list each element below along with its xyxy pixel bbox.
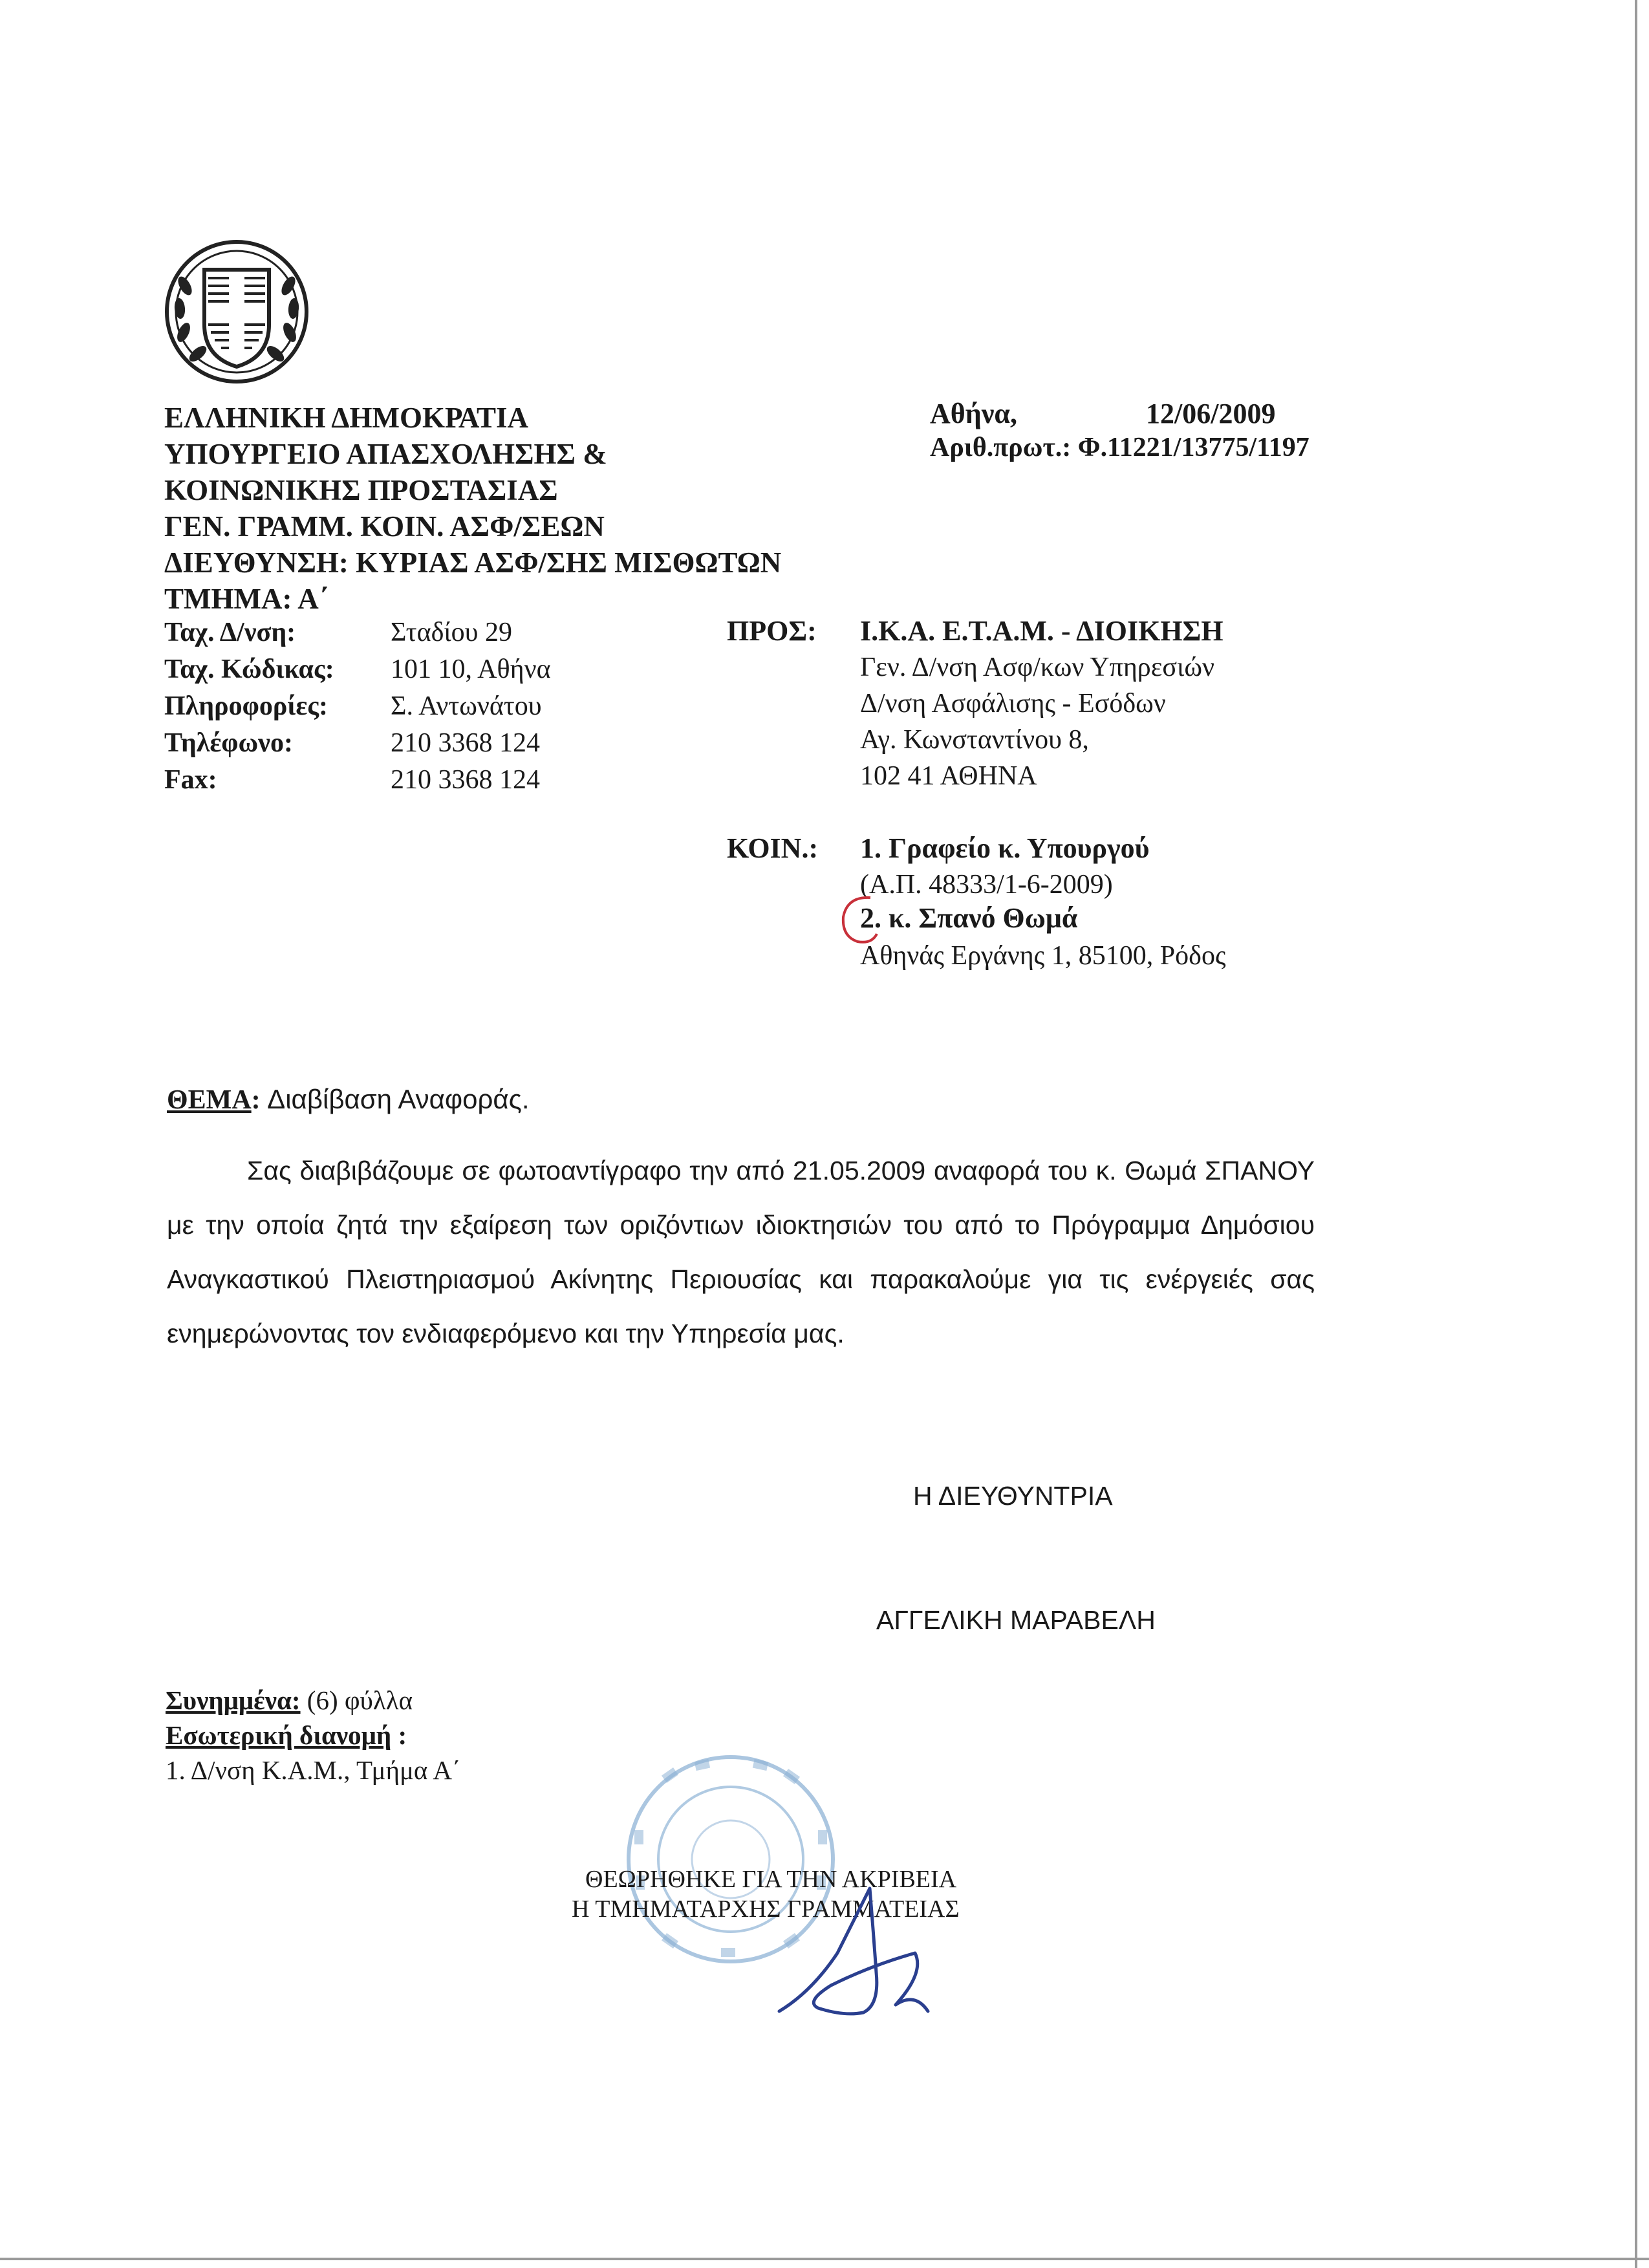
cc-label: ΚΟΙΝ.:: [727, 832, 819, 864]
attachments-value: (6) φύλλα: [307, 1685, 413, 1715]
red-circle-mark-icon: [838, 894, 885, 944]
contact-value: 210 3368 124: [391, 728, 540, 758]
header-line: ΤΜΗΜΑ: Α΄: [164, 583, 329, 615]
cc-item1-title: 1. Γραφείο κ. Υπουργού: [860, 832, 1150, 864]
attachments-label: Συνημμένα:: [166, 1685, 301, 1715]
contact-label: Τηλέφωνο:: [164, 728, 293, 758]
ministry-header: [164, 400, 781, 617]
contact-row: [164, 762, 551, 799]
contact-label: Fax:: [164, 765, 217, 795]
internal-distribution-label: Εσωτερική διανομή: [166, 1720, 392, 1750]
certification-line1: ΘΕΩΡΗΘΗΚΕ ΓΙΑ ΤΗΝ ΑΚΡΙΒΕΙΑ: [585, 1866, 957, 1893]
contact-label: Ταχ. Δ/νση:: [164, 618, 296, 647]
certification-line2: Η ΤΜΗΜΑΤΑΡΧΗΣ ΓΡΑΜΜΑΤΕΙΑΣ: [572, 1895, 960, 1923]
recipient-line: Δ/νση Ασφάλισης - Εσόδων: [860, 689, 1166, 718]
scan-edge-right: [1635, 0, 1637, 2268]
recipient-line: 102 41 ΑΘΗΝΑ: [860, 761, 1037, 791]
recipient-address: [860, 649, 1214, 794]
contact-label: Ταχ. Κώδικας:: [164, 654, 334, 684]
date-value: 12/06/2009: [1146, 398, 1276, 429]
handwritten-signature-icon: [766, 1875, 934, 2024]
signoff-name: ΑΓΓΕΛΙΚΗ ΜΑΡΑΒΕΛΗ: [876, 1605, 1156, 1635]
header-line: ΕΛΛΗΝΙΚΗ ΔΗΜΟΚΡΑΤΙΑ: [164, 402, 529, 434]
cc-item2-detail: Αθηνάς Εργάνης 1, 85100, Ρόδος: [860, 941, 1226, 971]
recipient-line: Αγ. Κωνσταντίνου 8,: [860, 725, 1089, 755]
header-line: ΚΟΙΝΩΝΙΚΗΣ ΠΡΟΣΤΑΣΙΑΣ: [164, 474, 558, 506]
contact-row: [164, 614, 551, 651]
internal-distribution-row: [166, 1718, 461, 1753]
subject-text: Διαβίβαση Αναφοράς.: [267, 1084, 530, 1114]
date-city: Αθήνα,: [930, 398, 1017, 429]
header-line: ΥΠΟΥΡΓΕΙΟ ΑΠΑΣΧΟΛΗΣΗΣ &: [164, 438, 607, 470]
internal-distribution-sep: :: [391, 1720, 407, 1750]
contact-row: [164, 651, 551, 688]
contact-block: [164, 614, 551, 799]
coat-of-arms-icon: [159, 234, 314, 389]
header-line: ΓΕΝ. ΓΡΑΜΜ. ΚΟΙΝ. ΑΣΦ/ΣΕΩΝ: [164, 510, 605, 543]
subject-separator: :: [251, 1085, 261, 1115]
internal-distribution-item: 1. Δ/νση Κ.Α.Μ., Τμήμα Α΄: [166, 1755, 461, 1785]
signoff-title: Η ΔΙΕΥΘΥΝΤΡΙΑ: [913, 1481, 1113, 1511]
recipient-name: Ι.Κ.Α. Ε.Τ.Α.Μ. - ΔΙΟΙΚΗΣΗ: [860, 615, 1223, 647]
recipient-label: ΠΡΟΣ:: [727, 615, 817, 647]
scan-edge-bottom: [0, 2258, 1649, 2260]
contact-value: Σταδίου 29: [391, 618, 512, 647]
body-paragraph: Σας διαβιβάζουμε σε φωτοαντίγραφο την από 21.05.2009 αναφορά του κ. Θωμά ΣΠΑΝΟΥ με την οποία ζητά την εξαίρεση των οριζόντιων ιδιοκτησιών του από το Πρόγραμμα Δημόσιου Αναγκαστικού Πλειστηριασμού Ακίνητης Περιουσίας και παρακαλούμε για τις ενέργειές σας ενημερώνοντας τον ενδιαφερόμενο και την Υπηρεσία μας.: [167, 1156, 1315, 1348]
recipient-line: Γεν. Δ/νση Ασφ/κων Υπηρεσιών: [860, 653, 1214, 682]
header-line: ΔΙΕΥΘΥΝΣΗ: ΚΥΡΙΑΣ ΑΣΦ/ΣΗΣ ΜΙΣΘΩΤΩΝ: [164, 546, 782, 579]
cc-item1-detail: (Α.Π. 48333/1-6-2009): [860, 870, 1113, 900]
subject-line: [167, 1084, 530, 1116]
contact-value: 210 3368 124: [391, 765, 540, 795]
contact-value: Σ. Αντωνάτου: [391, 691, 542, 721]
contact-row: [164, 725, 551, 762]
attachments-row: [166, 1683, 461, 1718]
contact-row: [164, 688, 551, 725]
protocol-number: Αριθ.πρωτ.: Φ.11221/13775/1197: [930, 433, 1310, 462]
contact-label: Πληροφορίες:: [164, 691, 328, 721]
attachments-block: [166, 1683, 461, 1787]
cc-item2-title: 2. κ. Σπανό Θωμά: [860, 902, 1078, 934]
contact-value: 101 10, Αθήνα: [391, 654, 551, 684]
subject-label: ΘΕΜΑ: [167, 1085, 252, 1115]
